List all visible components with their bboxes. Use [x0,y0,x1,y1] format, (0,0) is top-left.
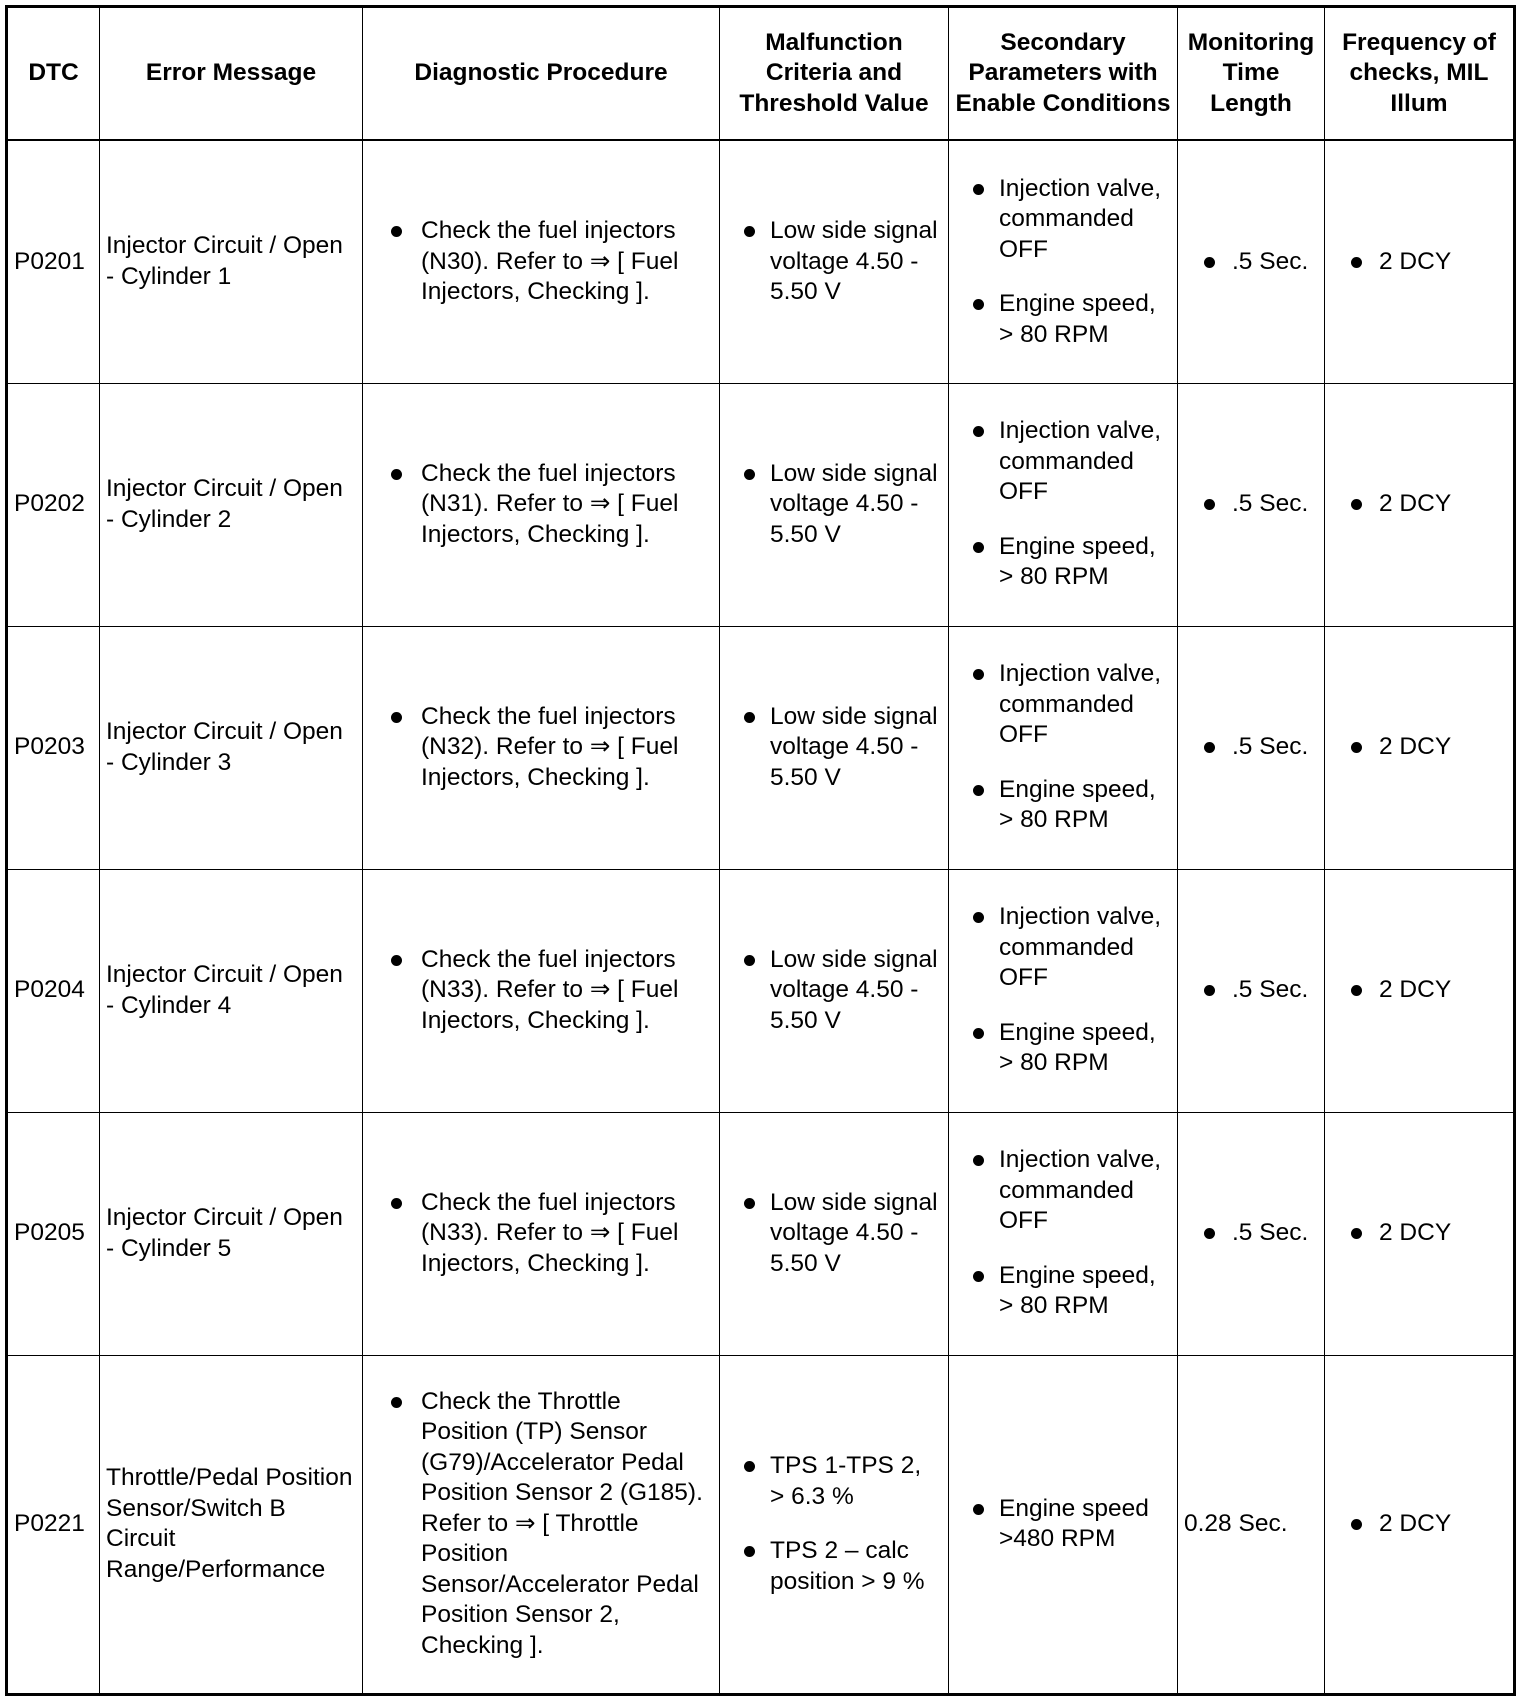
malfunction-criteria [720,383,949,626]
frequency [1325,869,1515,1112]
monitoring-item: .5 Sec. [1184,1218,1318,1249]
secondary-parameter-item: Engine speed, > 80 RPM [955,289,1171,350]
frequency [1325,626,1515,869]
dtc-code: P0203 [7,626,100,869]
error-message: Injector Circuit / Open - Cylinder 1 [100,140,363,383]
diagnostic-step-item: Check the fuel injectors (N31). Refer to ⇒ [ Fuel Injectors, Checking ]. [369,459,713,551]
diagnostic-procedure [363,383,720,626]
criteria-item: Low side signal voltage 4.50 - 5.50 V [726,459,942,551]
diagnostic-step-item: Check the fuel injectors (N33). Refer to ⇒ [ Fuel Injectors, Checking ]. [369,1188,713,1280]
frequency [1325,383,1515,626]
frequency-list [1331,732,1507,763]
monitoring-list [1184,1218,1318,1249]
frequency-item: 2 DCY [1331,247,1507,278]
criteria-item: TPS 1-TPS 2, > 6.3 % [726,1451,942,1512]
criteria-item: Low side signal voltage 4.50 - 5.50 V [726,702,942,794]
diagnostic-step-item: Check the fuel injectors (N32). Refer to ⇒ [ Fuel Injectors, Checking ]. [369,702,713,794]
dtc-code: P0202 [7,383,100,626]
header-frequency: Frequency of checks, MIL Illum [1325,7,1515,141]
criteria-list [726,702,942,794]
header-monitoring-time: Monitoring Time Length [1178,7,1325,141]
criteria-list [726,945,942,1037]
frequency-item: 2 DCY [1331,732,1507,763]
criteria-list [726,1188,942,1280]
malfunction-criteria [720,1355,949,1694]
diagnostic-step-list [369,1188,713,1280]
criteria-item: Low side signal voltage 4.50 - 5.50 V [726,1188,942,1280]
malfunction-criteria [720,869,949,1112]
monitoring-list [1184,732,1318,763]
diagnostic-step-item: Check the fuel injectors (N30). Refer to ⇒ [ Fuel Injectors, Checking ]. [369,216,713,308]
criteria-list [726,459,942,551]
diagnostic-procedure [363,626,720,869]
diagnostic-procedure [363,1355,720,1694]
diagnostic-step-list [369,216,713,308]
header-secondary-parameters: Secondary Parameters with Enable Conditions [949,7,1178,141]
secondary-parameter-list [955,416,1171,593]
malfunction-criteria [720,1112,949,1355]
table-row [7,1112,1515,1355]
frequency-item: 2 DCY [1331,489,1507,520]
error-message: Throttle/Pedal Position Sensor/Switch B Circuit Range/Performance [100,1355,363,1694]
table-row [7,383,1515,626]
secondary-parameter-list [955,1494,1171,1555]
secondary-parameter-list [955,659,1171,836]
monitoring-item: .5 Sec. [1184,489,1318,520]
secondary-parameter-list [955,174,1171,351]
criteria-item: Low side signal voltage 4.50 - 5.50 V [726,216,942,308]
frequency-list [1331,1218,1507,1249]
dtc-code: P0204 [7,869,100,1112]
header-error-message: Error Message [100,7,363,141]
dtc-table [5,5,1516,1696]
criteria-list [726,216,942,308]
frequency-list [1331,247,1507,278]
error-message: Injector Circuit / Open - Cylinder 4 [100,869,363,1112]
secondary-parameters [949,869,1178,1112]
secondary-parameter-item: Engine speed, > 80 RPM [955,1261,1171,1322]
header-diagnostic-procedure: Diagnostic Procedure [363,7,720,141]
diagnostic-step-list [369,1387,713,1662]
error-message: Injector Circuit / Open - Cylinder 3 [100,626,363,869]
diagnostic-procedure [363,140,720,383]
frequency-list [1331,489,1507,520]
monitoring-list [1184,975,1318,1006]
secondary-parameters [949,383,1178,626]
table-row [7,626,1515,869]
secondary-parameter-list [955,902,1171,1079]
diagnostic-step-list [369,702,713,794]
dtc-code: P0205 [7,1112,100,1355]
criteria-item: TPS 2 – calc position > 9 % [726,1536,942,1597]
secondary-parameter-list [955,1145,1171,1322]
table-body [7,140,1515,1694]
secondary-parameter-item: Injection valve, commanded OFF [955,1145,1171,1237]
table-row [7,1355,1515,1694]
header-dtc: DTC [7,7,100,141]
criteria-list [726,1451,942,1597]
malfunction-criteria [720,626,949,869]
diagnostic-step-list [369,945,713,1037]
dtc-code: P0201 [7,140,100,383]
monitoring-time [1178,626,1325,869]
frequency-item: 2 DCY [1331,1218,1507,1249]
frequency-list [1331,975,1507,1006]
secondary-parameter-item: Injection valve, commanded OFF [955,174,1171,266]
malfunction-criteria [720,140,949,383]
secondary-parameters [949,1112,1178,1355]
frequency-item: 2 DCY [1331,975,1507,1006]
monitoring-list [1184,247,1318,278]
secondary-parameters [949,1355,1178,1694]
diagnostic-step-item: Check the fuel injectors (N33). Refer to ⇒ [ Fuel Injectors, Checking ]. [369,945,713,1037]
monitoring-time [1178,140,1325,383]
dtc-code: P0221 [7,1355,100,1694]
criteria-item: Low side signal voltage 4.50 - 5.50 V [726,945,942,1037]
table-header [7,7,1515,141]
secondary-parameter-item: Injection valve, commanded OFF [955,659,1171,751]
table-row [7,140,1515,383]
monitoring-time [1178,1112,1325,1355]
frequency [1325,1112,1515,1355]
frequency [1325,1355,1515,1694]
secondary-parameters [949,140,1178,383]
monitoring-item: .5 Sec. [1184,732,1318,763]
monitoring-list [1184,489,1318,520]
monitoring-time [1178,869,1325,1112]
secondary-parameter-item: Engine speed, > 80 RPM [955,775,1171,836]
monitoring-item: .5 Sec. [1184,975,1318,1006]
header-malfunction-criteria: Malfunction Criteria and Threshold Value [720,7,949,141]
monitoring-time [1178,383,1325,626]
frequency [1325,140,1515,383]
diagnostic-step-item: Check the Throttle Position (TP) Sensor (G79)/Accelerator Pedal Position Sensor 2 (G185). Refer to ⇒ [ Throttle Position Sensor/Accelerator Pedal Position Sensor 2, Checking ]. [369,1387,713,1662]
diagnostic-step-list [369,459,713,551]
error-message: Injector Circuit / Open - Cylinder 2 [100,383,363,626]
monitoring-item: .5 Sec. [1184,247,1318,278]
frequency-list [1331,1509,1507,1540]
secondary-parameter-item: Engine speed, > 80 RPM [955,532,1171,593]
diagnostic-procedure [363,1112,720,1355]
secondary-parameter-item: Injection valve, commanded OFF [955,416,1171,508]
secondary-parameters [949,626,1178,869]
diagnostic-procedure [363,869,720,1112]
secondary-parameter-item: Engine speed >480 RPM [955,1494,1171,1555]
frequency-item: 2 DCY [1331,1509,1507,1540]
table-row [7,869,1515,1112]
secondary-parameter-item: Injection valve, commanded OFF [955,902,1171,994]
secondary-parameter-item: Engine speed, > 80 RPM [955,1018,1171,1079]
monitoring-time: 0.28 Sec. [1178,1355,1325,1694]
error-message: Injector Circuit / Open - Cylinder 5 [100,1112,363,1355]
